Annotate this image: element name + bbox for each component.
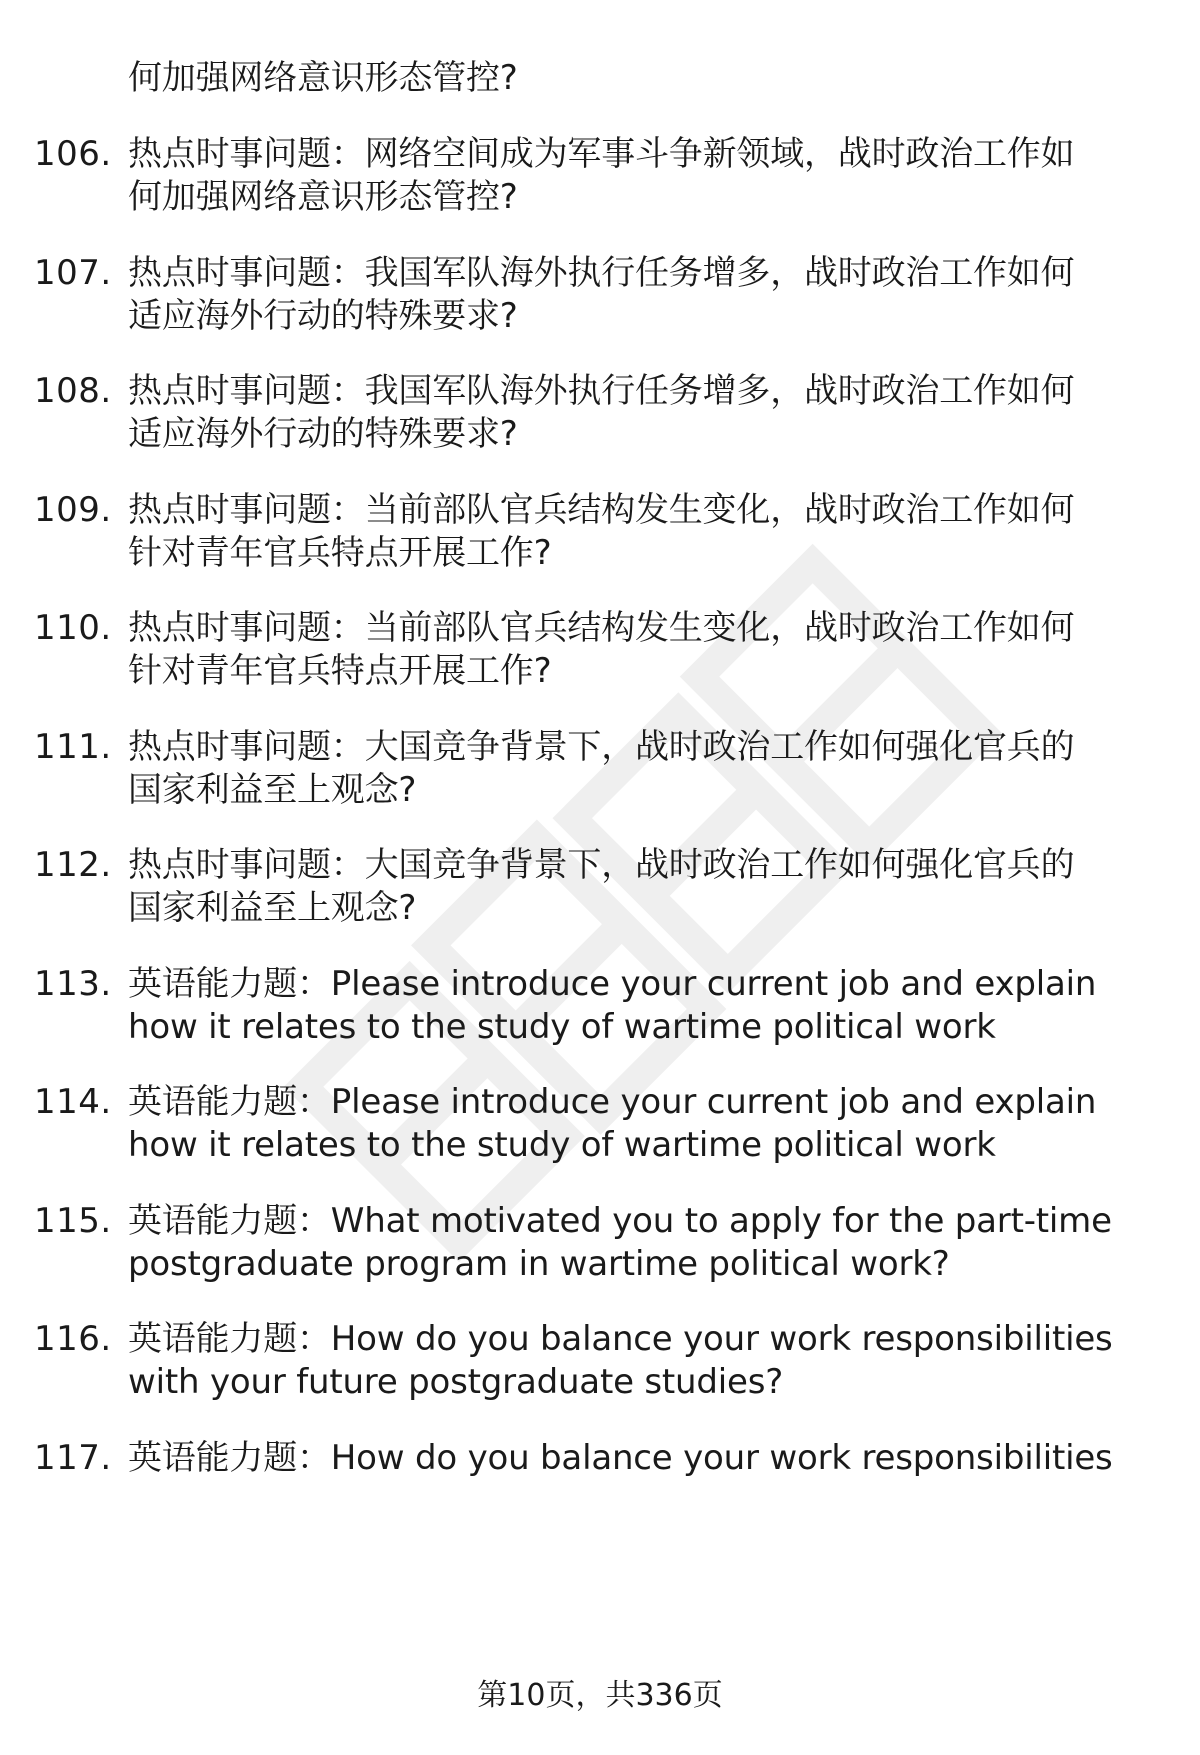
item-text-line: 国家利益至上观念? xyxy=(128,888,417,928)
item-number: 117. xyxy=(34,1438,112,1478)
item-text-line: 热点时事问题：大国竞争背景下，战时政治工作如何强化官兵的 xyxy=(128,727,1075,767)
item-text-line: 针对青年官兵特点开展工作? xyxy=(128,533,552,573)
item-number: 108. xyxy=(34,371,112,411)
item-number: 116. xyxy=(34,1319,112,1359)
item-number: 110. xyxy=(34,608,112,648)
page-footer: 第10页，共336页 xyxy=(477,1678,723,1713)
item-number: 106. xyxy=(34,134,112,174)
item-text-line: 热点时事问题：网络空间成为军事斗争新领域，战时政治工作如 xyxy=(128,134,1075,174)
continuation-line: 何加强网络意识形态管控? xyxy=(128,58,518,98)
item-text-line: 国家利益至上观念? xyxy=(128,770,417,810)
item-text-line: how it relates to the study of wartime political work xyxy=(128,1125,996,1165)
item-text-line: 英语能力题：How do you balance your work responsibilities xyxy=(128,1438,1113,1478)
item-text-line: 适应海外行动的特殊要求? xyxy=(128,296,518,336)
item-number: 109. xyxy=(34,490,112,530)
item-number: 113. xyxy=(34,964,112,1004)
item-text-line: 英语能力题：Please introduce your current job and explain xyxy=(128,1082,1097,1122)
item-text-line: 适应海外行动的特殊要求? xyxy=(128,414,518,454)
item-text-line: 热点时事问题：当前部队官兵结构发生变化，战时政治工作如何 xyxy=(128,490,1075,530)
item-text-line: 英语能力题：Please introduce your current job and explain xyxy=(128,964,1097,1004)
item-text-line: how it relates to the study of wartime political work xyxy=(128,1007,996,1047)
item-number: 107. xyxy=(34,253,112,293)
item-text-line: 何加强网络意识形态管控? xyxy=(128,177,518,217)
item-number: 115. xyxy=(34,1201,112,1241)
item-text-line: 英语能力题：What motivated you to apply for the part-time xyxy=(128,1201,1112,1241)
item-text-line: 英语能力题：How do you balance your work responsibilities xyxy=(128,1319,1113,1359)
item-number: 111. xyxy=(34,727,112,767)
item-text-line: 热点时事问题：大国竞争背景下，战时政治工作如何强化官兵的 xyxy=(128,845,1075,885)
item-text-line: 针对青年官兵特点开展工作? xyxy=(128,651,552,691)
item-text-line: with your future postgraduate studies? xyxy=(128,1362,784,1402)
item-text-line: 热点时事问题：我国军队海外执行任务增多，战时政治工作如何 xyxy=(128,371,1075,411)
item-text-line: 热点时事问题：我国军队海外执行任务增多，战时政治工作如何 xyxy=(128,253,1075,293)
item-number: 114. xyxy=(34,1082,112,1122)
item-number: 112. xyxy=(34,845,112,885)
item-text-line: 热点时事问题：当前部队官兵结构发生变化，战时政治工作如何 xyxy=(128,608,1075,648)
item-text-line: postgraduate program in wartime political work? xyxy=(128,1244,950,1284)
